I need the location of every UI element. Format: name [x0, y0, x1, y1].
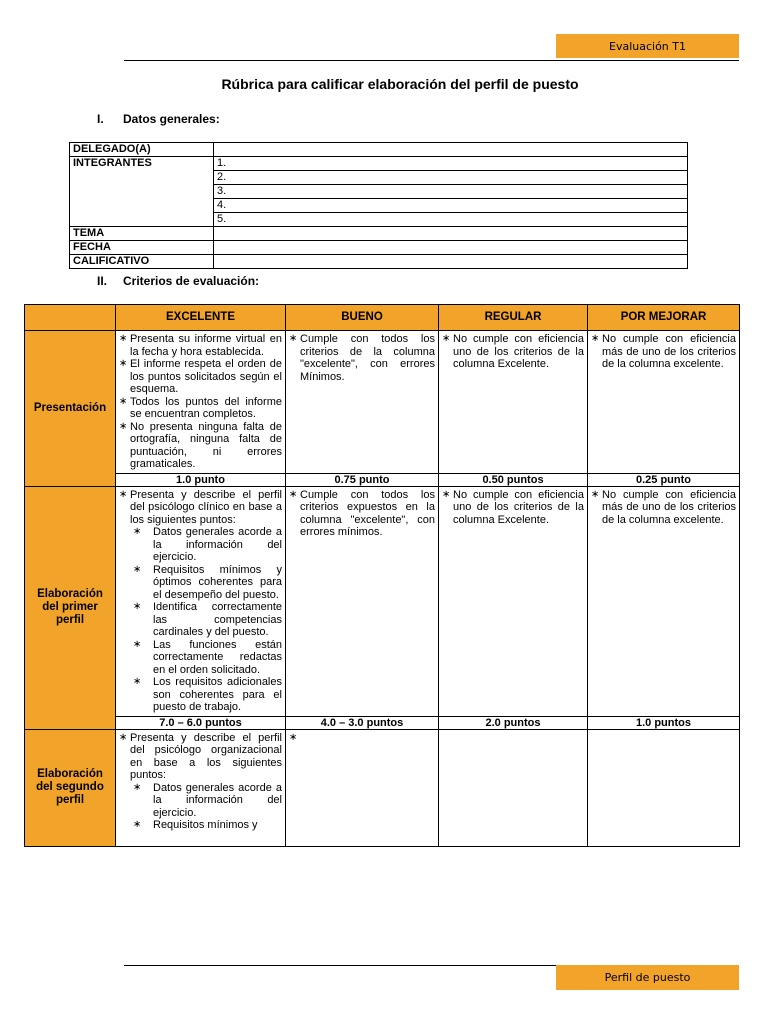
points-cell: 0.50 puntos	[439, 473, 588, 486]
member-slot: 4.	[214, 199, 688, 213]
section-heading-general	[97, 112, 220, 126]
points-cell: 7.0 – 6.0 puntos	[116, 716, 286, 729]
table-row	[70, 227, 688, 241]
empty-label-cell	[70, 199, 214, 213]
criteria-item: ∗ No cumple con eficiencia uno de los criterios de la columna Excelente.	[442, 333, 584, 371]
input-cell	[214, 241, 688, 255]
row-label: CALIFICATIVO	[70, 255, 214, 269]
criteria-cell-regular	[439, 486, 588, 716]
member-slot: 3.	[214, 185, 688, 199]
points-cell: 0.75 punto	[286, 473, 439, 486]
criteria-item	[119, 489, 282, 527]
row-label: DELEGADO(A)	[70, 143, 214, 157]
member-slot: 5.	[214, 213, 688, 227]
points-cell: 0.25 punto	[588, 473, 740, 486]
footer-tab-label: Perfil de puesto	[604, 971, 691, 984]
input-cell	[214, 255, 688, 269]
criteria-intro: Presenta y describe el perfil del psicólogo clínico en base a los siguientes puntos:	[130, 488, 282, 526]
empty-label-cell	[70, 185, 214, 199]
criteria-item: ∗ El informe respeta el orden de los puntos solicitados según el esquema.	[119, 358, 282, 396]
section-label: Datos generales:	[123, 112, 220, 126]
rubric-row-presentacion	[25, 331, 740, 474]
criteria-subitem: ∗ Requisitos mínimos y	[119, 819, 282, 832]
criteria-cell-regular	[439, 729, 588, 846]
table-row	[70, 199, 688, 213]
row-header: Elaboración del primer perfil	[25, 486, 116, 729]
points-row	[25, 716, 740, 729]
criteria-cell-excelente	[116, 331, 286, 474]
table-row	[70, 213, 688, 227]
criteria-subitem: ∗ Datos generales acorde a la información del ejercicio.	[119, 526, 282, 564]
row-label: TEMA	[70, 227, 214, 241]
footer-tab	[556, 965, 739, 990]
member-slot: 1.	[214, 157, 688, 171]
criteria-item: ∗ No cumple con eficiencia uno de los criterios de la columna Excelente.	[442, 489, 584, 527]
empty-label-cell	[70, 171, 214, 185]
row-label: INTEGRANTES	[70, 157, 214, 171]
criteria-cell-excelente	[116, 729, 286, 846]
general-data-table	[69, 142, 688, 269]
criteria-item: ∗ Cumple con todos los criterios de la columna "excelente", con errores Mínimos.	[289, 333, 435, 383]
table-row	[70, 143, 688, 157]
criteria-item: ∗ Presenta su informe virtual en la fecha y hora establecida.	[119, 333, 282, 358]
criteria-subitem: ∗ Los requisitos adicionales son coherentes para el puesto de trabajo.	[119, 676, 282, 714]
criteria-cell-bueno	[286, 331, 439, 474]
document-title: Rúbrica para calificar elaboración del perfil de puesto	[221, 76, 579, 92]
points-row	[25, 473, 740, 486]
criteria-cell-bueno	[286, 729, 439, 846]
column-header-por-mejorar: POR MEJORAR	[588, 305, 740, 331]
section-label: Criterios de evaluación:	[123, 274, 260, 288]
criteria-cell-por-mejorar	[588, 331, 740, 474]
points-cell: 1.0 punto	[116, 473, 286, 486]
rubric-row-primer-perfil	[25, 486, 740, 716]
points-cell: 1.0 puntos	[588, 716, 740, 729]
rubric-table	[24, 304, 740, 847]
criteria-intro: Presenta y describe el perfil del psicólogo organizacional en base a los siguientes puntos:	[130, 731, 282, 781]
criteria-item: ∗ Todos los puntos del informe se encuentran completos.	[119, 396, 282, 421]
rubric-row-segundo-perfil	[25, 729, 740, 846]
criteria-cell-por-mejorar	[588, 729, 740, 846]
rubric-header-row	[25, 305, 740, 331]
row-header: Elaboración del segundo perfil	[25, 729, 116, 846]
corner-cell	[25, 305, 116, 331]
criteria-item	[119, 732, 282, 782]
criteria-cell-regular	[439, 331, 588, 474]
input-cell	[214, 227, 688, 241]
criteria-cell-por-mejorar	[588, 486, 740, 716]
row-label: FECHA	[70, 241, 214, 255]
points-cell: 2.0 puntos	[439, 716, 588, 729]
header-tab-label: Evaluación T1	[609, 39, 686, 53]
table-row	[70, 255, 688, 269]
header-rule	[124, 60, 739, 61]
table-row	[70, 185, 688, 199]
criteria-item: ∗ Cumple con todos los criterios expuestos en la columna "excelente", con errores mínimos.	[289, 489, 435, 539]
column-header-bueno: BUENO	[286, 305, 439, 331]
criteria-cell-bueno	[286, 486, 439, 716]
table-row	[70, 241, 688, 255]
header-tab	[556, 34, 739, 58]
section-number: II.	[97, 274, 108, 288]
criteria-subitem: ∗ Identifica correctamente las competencias cardinales y del puesto.	[119, 601, 282, 639]
criteria-cell-excelente	[116, 486, 286, 716]
table-row	[70, 157, 688, 171]
criteria-subitem: ∗ Datos generales acorde a la información del ejercicio.	[119, 782, 282, 820]
column-header-excelente: EXCELENTE	[116, 305, 286, 331]
column-header-regular: REGULAR	[439, 305, 588, 331]
section-heading-criteria	[97, 274, 259, 288]
empty-label-cell	[70, 213, 214, 227]
criteria-subitem: ∗ Las funciones están correctamente redactas en el orden solicitado.	[119, 639, 282, 677]
row-header: Presentación	[25, 331, 116, 487]
input-cell	[214, 143, 688, 157]
table-row	[70, 171, 688, 185]
criteria-item: ∗ No cumple con eficiencia más de uno de los criterios de la columna excelente.	[591, 333, 736, 371]
member-slot: 2.	[214, 171, 688, 185]
criteria-item: ∗ No cumple con eficiencia más de uno de los criterios de la columna excelente.	[591, 489, 736, 527]
criteria-item: ∗ No presenta ninguna falta de ortografía, ninguna falta de puntuación, ni errores gramaticales.	[119, 421, 282, 471]
section-number: I.	[97, 112, 104, 126]
criteria-subitem: ∗ Requisitos mínimos y óptimos coherentes para el desempeño del puesto.	[119, 564, 282, 602]
points-cell: 4.0 – 3.0 puntos	[286, 716, 439, 729]
